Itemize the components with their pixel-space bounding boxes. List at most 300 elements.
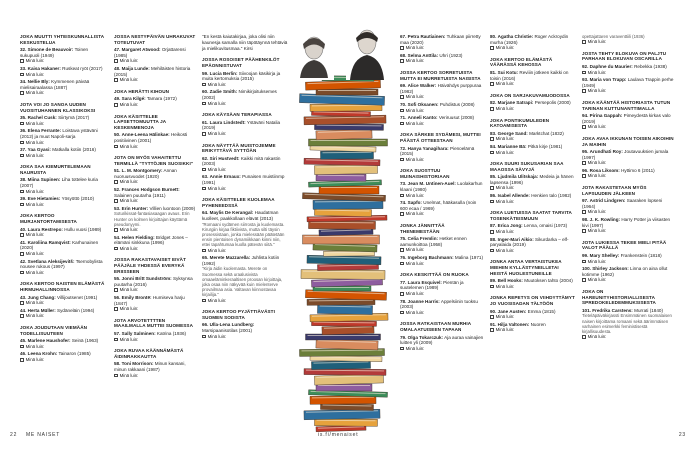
author-name: Isabel Allende:: [497, 193, 530, 199]
read-checkbox-row[interactable]: [490, 314, 576, 320]
read-checkbox[interactable]: [114, 228, 118, 232]
author-name: Anne-Leena Hälinkae:: [121, 132, 170, 138]
author-name: Marjane Satrapi:: [497, 100, 534, 106]
book-note: Soturikissat-fantasiasaagan avaus. Erin Hunter on kolmen kirjoittajan käyttämä pseudonyymi.: [114, 211, 190, 227]
read-checkbox[interactable]: [490, 230, 494, 234]
book-entry: [490, 174, 576, 191]
book-work: Henkien talo (1982): [531, 193, 572, 199]
read-checkbox[interactable]: [582, 210, 586, 214]
book-entry: [202, 255, 288, 303]
book-work: Annan nuoruusvuodet (1920): [114, 168, 177, 179]
read-checkbox-row[interactable]: [582, 259, 676, 265]
book-work: Seinä (1963): [71, 338, 99, 344]
read-checkbox[interactable]: [202, 83, 206, 87]
book-number: 90.: [490, 308, 497, 314]
read-checkbox[interactable]: [20, 203, 24, 207]
book-number: 85.: [490, 174, 497, 180]
read-checkbox-row[interactable]: [490, 81, 576, 87]
book-entry: [400, 200, 484, 217]
book-entry: [20, 128, 108, 145]
book-title-line: [202, 322, 288, 333]
book-work: Tuhkaan piirretty maa (2020): [400, 34, 481, 45]
read-label: Minä luin:: [405, 45, 425, 51]
read-checkbox[interactable]: [582, 335, 586, 339]
section: [582, 51, 676, 94]
book-title-line: [20, 128, 108, 139]
read-checkbox-row[interactable]: [202, 101, 288, 107]
author-name: Sara Kilgé:: [121, 96, 146, 102]
read-checkbox-row[interactable]: [202, 131, 288, 137]
section-heading: JONKA ANTAA VERTAISTUKEA MIEHIIN KYLLÄSTYNEILLETAI HEISTÄ HUOLESTUNEILLE: [490, 259, 562, 276]
website-url[interactable]: is.fi/menaiset: [318, 432, 359, 438]
read-label: Minä luin:: [587, 334, 607, 340]
section: [114, 89, 196, 108]
read-label: Minä luin:: [587, 209, 607, 215]
book-title-line: [400, 335, 484, 346]
read-checkbox[interactable]: [490, 249, 494, 253]
book-number: 101.: [582, 307, 591, 313]
read-checkbox-row[interactable]: [400, 121, 484, 127]
read-checkbox-row[interactable]: [582, 124, 676, 130]
book-entry: [400, 146, 484, 163]
book-number: 48.: [114, 65, 121, 71]
read-checkbox-row[interactable]: [400, 58, 484, 64]
read-checkbox[interactable]: [400, 248, 404, 252]
read-checkbox[interactable]: [114, 78, 118, 82]
book-work: Joutavuuksien jumala (1997): [582, 149, 669, 160]
book-title-line: [582, 77, 676, 88]
read-checkbox-row[interactable]: [490, 229, 576, 235]
read-checkbox[interactable]: [400, 122, 404, 126]
author-name: Elena Ferrante:: [27, 128, 62, 134]
read-checkbox-row[interactable]: [202, 334, 288, 340]
read-label: Minä luin:: [495, 198, 515, 204]
section-heading: JOKA KÄSITTELEE LAPSETTOMUUTTA JA KESKENMENOJA: [114, 113, 166, 130]
read-label: Minä luin:: [119, 372, 139, 378]
book-number: 57.: [114, 330, 121, 336]
read-checkbox[interactable]: [400, 109, 404, 113]
book-title-line: [202, 174, 288, 185]
read-checkbox[interactable]: [114, 374, 118, 378]
book-title-line: [114, 187, 196, 198]
author-name: Siri Hustvedt:: [209, 155, 240, 161]
book-title-line: [202, 120, 288, 131]
read-checkbox[interactable]: [114, 180, 118, 184]
read-checkbox[interactable]: [20, 233, 24, 237]
read-checkbox-row[interactable]: [400, 261, 484, 267]
book-work: Pientän ja suutelemen (1989): [400, 279, 464, 291]
read-checkbox[interactable]: [20, 59, 24, 63]
read-label: Minä luin:: [119, 179, 139, 185]
read-checkbox-row[interactable]: [582, 70, 676, 76]
author-name: Margaret Atwood:: [121, 47, 161, 53]
read-label: Minä luin:: [119, 245, 139, 251]
section-heading: JOKA KERTOO MURJANTORTAMISESTA: [20, 213, 77, 225]
section: [582, 34, 676, 45]
read-checkbox-row[interactable]: [490, 199, 576, 205]
read-checkbox-row[interactable]: [20, 313, 108, 319]
read-label: Minä luin:: [405, 107, 425, 113]
read-checkbox-row[interactable]: [400, 346, 484, 352]
read-checkbox[interactable]: [20, 73, 24, 77]
read-checkbox[interactable]: [582, 40, 586, 44]
read-checkbox-row[interactable]: [114, 306, 196, 312]
section: [400, 132, 484, 162]
read-checkbox-row[interactable]: [582, 277, 676, 283]
read-checkbox[interactable]: [582, 229, 586, 233]
read-checkbox[interactable]: [114, 338, 118, 342]
read-label: Minä luin:: [587, 69, 607, 75]
book-number: 81.: [490, 69, 497, 75]
read-checkbox-row[interactable]: [114, 337, 196, 343]
section-heading: JOKA KÄYSÄAN TERAPIASSA: [202, 112, 272, 118]
read-checkbox[interactable]: [400, 194, 404, 198]
read-checkbox-row[interactable]: [20, 202, 108, 208]
book-entry: [490, 100, 576, 111]
read-checkbox-row[interactable]: [20, 58, 108, 64]
author-name: Sofi Oksanen:: [407, 101, 439, 107]
read-checkbox[interactable]: [202, 132, 206, 136]
read-checkbox[interactable]: [114, 199, 118, 203]
book-number: 62.: [202, 155, 209, 161]
read-checkbox-row[interactable]: [20, 90, 108, 96]
book-entry: [20, 177, 108, 194]
book-title-line: [582, 266, 676, 277]
read-checkbox-row[interactable]: [400, 94, 484, 100]
read-checkbox-row[interactable]: [114, 373, 196, 379]
read-checkbox[interactable]: [400, 46, 404, 50]
read-checkbox[interactable]: [582, 278, 586, 282]
read-checkbox-row[interactable]: [582, 228, 676, 234]
read-checkbox[interactable]: [20, 345, 24, 349]
book-number: 44.: [20, 307, 27, 313]
column-5: [490, 34, 576, 339]
read-checkbox[interactable]: [114, 247, 118, 251]
section: [202, 57, 288, 106]
section: [490, 118, 576, 156]
read-label: Minä luin:: [25, 152, 45, 158]
book-number: 52.: [114, 187, 121, 193]
book-work: Mehiläisten historia (2015): [114, 65, 191, 77]
read-checkbox-row[interactable]: [490, 106, 576, 112]
read-label: Minä luin:: [207, 130, 227, 136]
author-name: Hilja Valtonen:: [497, 321, 530, 327]
read-checkbox-row[interactable]: [582, 173, 676, 179]
read-checkbox[interactable]: [400, 311, 404, 315]
read-checkbox[interactable]: [20, 358, 24, 362]
section-heading: JOKA LUETUISSA SAATAT TARVITA TOSENKÄTEISMUUN: [490, 210, 572, 221]
page-number-left: 22: [10, 432, 18, 438]
read-checkbox[interactable]: [400, 95, 404, 99]
read-label: Minä luin:: [25, 120, 45, 126]
book-number: 76.: [400, 255, 407, 260]
read-checkbox-row[interactable]: [20, 300, 108, 306]
author-name: Selma Anttila:: [407, 52, 439, 58]
read-checkbox[interactable]: [202, 299, 206, 303]
read-checkbox[interactable]: [400, 212, 404, 216]
read-checkbox[interactable]: [582, 125, 586, 129]
book-number: 47.: [114, 47, 121, 53]
read-checkbox[interactable]: [490, 82, 494, 86]
read-checkbox-row[interactable]: [202, 248, 288, 254]
read-checkbox[interactable]: [114, 103, 118, 107]
read-checkbox[interactable]: [114, 59, 118, 63]
read-checkbox-row[interactable]: [114, 198, 196, 204]
read-checkbox-row[interactable]: [490, 284, 576, 290]
book-work: Bridget Jones – elämäni sinkkuna (1996): [114, 234, 188, 246]
read-label: Minä luin:: [25, 300, 45, 306]
book-work: Punaisen muistiinmp (1991): [202, 174, 285, 186]
read-checkbox-row[interactable]: [114, 246, 196, 252]
book-number: 59.: [202, 70, 209, 76]
book-work: Lenna, omaisi (1973): [523, 223, 568, 229]
read-checkbox-row[interactable]: [20, 140, 108, 146]
book-entry: [400, 115, 484, 126]
read-checkbox-row[interactable]: [490, 150, 576, 156]
read-label: Minä luin:: [207, 166, 227, 172]
book-work: Hetket ennen aamunkoittoa (1958): [400, 236, 467, 247]
read-checkbox-row[interactable]: [20, 251, 108, 257]
author-name: George Sand:: [497, 130, 528, 136]
read-checkbox[interactable]: [114, 307, 118, 311]
book-work: Pitkä kirje (1981): [527, 143, 563, 149]
read-label: Minä luin:: [587, 39, 607, 45]
read-label: Minä luin:: [25, 343, 45, 349]
book-entry: [400, 255, 484, 266]
book-title-line: [490, 70, 576, 81]
read-checkbox-row[interactable]: [400, 45, 484, 51]
section: [114, 257, 196, 311]
read-label: Minä luin:: [405, 247, 425, 253]
book-work: Muutoksen tahto (2004): [524, 278, 573, 284]
read-checkbox[interactable]: [400, 347, 404, 351]
book-work: Malina (1971): [454, 255, 483, 260]
read-checkbox-row[interactable]: [114, 102, 196, 108]
read-checkbox[interactable]: [490, 186, 494, 190]
read-checkbox[interactable]: [20, 91, 24, 95]
section-heading: JOKA SUURI SUKUSARIAN SAA MAAOSSA SÄVYJÄ: [490, 161, 564, 172]
read-checkbox[interactable]: [582, 161, 586, 165]
read-checkbox[interactable]: [400, 59, 404, 63]
book-number: 34.: [20, 79, 27, 85]
author-name: Sui Kotu:: [497, 69, 519, 75]
read-checkbox-row[interactable]: [490, 136, 576, 142]
read-checkbox[interactable]: [582, 260, 586, 264]
book-work: Salainen puutarha (1911): [114, 192, 166, 198]
section: [114, 348, 196, 378]
read-checkbox[interactable]: [20, 190, 24, 194]
read-checkbox-row[interactable]: [490, 327, 576, 333]
book-number: 32.: [20, 47, 27, 53]
book-pages: [318, 385, 370, 386]
book-entry: [20, 147, 108, 158]
book-number: 86.: [490, 193, 497, 199]
read-label: Minä luin:: [119, 306, 139, 312]
read-checkbox-row[interactable]: [20, 232, 108, 238]
read-checkbox-row[interactable]: [582, 160, 676, 166]
read-checkbox[interactable]: [582, 174, 586, 178]
read-checkbox[interactable]: [202, 187, 206, 191]
read-checkbox[interactable]: [400, 292, 404, 296]
read-checkbox-row[interactable]: [20, 121, 108, 127]
read-checkbox-row[interactable]: [114, 58, 196, 64]
read-checkbox[interactable]: [20, 252, 24, 256]
book-entry: [20, 79, 108, 96]
author-name: Sapfo:: [407, 200, 422, 206]
read-checkbox[interactable]: [490, 328, 494, 332]
read-checkbox[interactable]: [20, 271, 24, 275]
read-checkbox[interactable]: [490, 285, 494, 289]
book-entry: [582, 168, 676, 179]
read-label: Minä luin:: [207, 247, 227, 253]
read-checkbox-row[interactable]: [400, 247, 484, 253]
book-number: 42.: [20, 258, 27, 264]
author-name: Rachel Cusk:: [27, 115, 57, 121]
book-title-line: [582, 149, 676, 160]
author-name: Jung Chang:: [27, 294, 56, 300]
section-heading: JOSSA NIISTYPÄIVÄN UHRAKUVAT TOTEUTUVAT: [114, 34, 196, 45]
read-checkbox[interactable]: [202, 102, 206, 106]
book-work: Marktchat (1832): [529, 130, 564, 136]
read-label: Minä luin:: [587, 228, 607, 234]
author-name: J. K. Rowling:: [589, 217, 621, 223]
book-work: Linna on aina ollut kotimme (1962): [582, 266, 668, 277]
read-checkbox-row[interactable]: [202, 186, 288, 192]
read-checkbox-row[interactable]: [20, 72, 108, 78]
section: [20, 281, 108, 319]
author-name: Erin Hunter:: [121, 205, 149, 211]
author-name: Ulla-Lena Lundberg:: [209, 322, 255, 328]
section-heading: JOKA SÄRKEE SYDÄMESI, MUTTEI PÄÄSTÄ OTTEESTAAN: [400, 132, 481, 143]
section: [582, 289, 676, 340]
book-number: 68.: [400, 52, 407, 58]
book-entry: [490, 278, 576, 289]
read-checkbox[interactable]: [20, 122, 24, 126]
section-heading: JOTA VOI JO SANOA UUDEN VUOSITUHANNEN KLASSIKOKSI: [20, 101, 96, 113]
read-checkbox-row[interactable]: [400, 108, 484, 114]
read-checkbox-row[interactable]: [582, 209, 676, 215]
book-title-line: [490, 237, 576, 248]
read-checkbox[interactable]: [490, 107, 494, 111]
author-name: Mary Shelley:: [589, 253, 620, 259]
book-number: 67.: [400, 34, 407, 39]
read-checkbox-row[interactable]: [202, 167, 288, 173]
book-title-line: [114, 168, 196, 179]
book-work: Orjattarensi (1985): [114, 47, 186, 58]
read-label: Minä luin:: [405, 192, 425, 198]
read-checkbox[interactable]: [490, 137, 494, 141]
book-entry: [490, 309, 576, 320]
read-checkbox-row[interactable]: [20, 153, 108, 159]
intro-quote: "En kestä kaiutakirjaa, joka olisi niin kaunesja samalla niin täpötäynnä tehtäviä ja mielikuvitusmaa." Kirsi: [202, 34, 288, 51]
author-name: Laura Esquivel:: [407, 279, 442, 285]
read-checkbox[interactable]: [114, 288, 118, 292]
read-checkbox-row[interactable]: [114, 287, 196, 293]
read-checkbox-row[interactable]: [490, 185, 576, 191]
book-work: Humiseva harju (1847): [114, 294, 185, 306]
book-number: 96.: [582, 167, 589, 173]
book-entry: [400, 102, 484, 113]
book-number: 60.: [202, 89, 209, 95]
read-checkbox[interactable]: [490, 315, 494, 319]
book-work: Puhdistus (2008): [439, 101, 475, 107]
read-checkbox[interactable]: [20, 301, 24, 305]
read-checkbox-row[interactable]: [582, 334, 676, 340]
book-entry: [400, 335, 484, 352]
read-checkbox[interactable]: [202, 168, 206, 172]
read-checkbox[interactable]: [400, 158, 404, 162]
read-checkbox[interactable]: [20, 314, 24, 318]
read-checkbox-row[interactable]: [400, 310, 484, 316]
read-checkbox-row[interactable]: [490, 248, 576, 254]
read-checkbox-row[interactable]: [400, 157, 484, 163]
section: [582, 136, 676, 179]
book-work: Siivoojan käsikirja ja muita kertomuksia (2015): [202, 70, 281, 82]
read-checkbox-row[interactable]: [400, 291, 484, 297]
read-label: Minä luin:: [587, 258, 607, 264]
magazine-name: ME NAISET: [25, 432, 61, 438]
read-checkbox-row[interactable]: [20, 344, 108, 350]
author-name: Miina Supinen:: [27, 177, 61, 183]
book-work: Kymmenen päivää mielisairaalassa (1887): [20, 79, 90, 90]
book-number: 75.: [400, 236, 407, 242]
book-work: Emma (1815): [527, 308, 556, 314]
column-6: [582, 34, 676, 346]
author-name: Celia Fremlin:: [407, 236, 439, 242]
book-entry: [582, 77, 676, 94]
read-checkbox-row[interactable]: [582, 39, 676, 45]
read-checkbox-row[interactable]: [114, 227, 196, 233]
section-heading: JOSSA RATKAISTAAN MURHIA OMALAATUISEEN TAPAAN: [400, 321, 472, 332]
read-checkbox-row[interactable]: [400, 193, 484, 199]
read-label: Minä luin:: [587, 124, 607, 130]
book-work: Aja auraa vainajien luitten yli (2009): [400, 334, 484, 346]
book-entry: [114, 187, 196, 204]
book-pages: [318, 90, 376, 91]
read-checkbox-row[interactable]: [20, 357, 108, 363]
book-entry: [490, 131, 576, 142]
read-checkbox[interactable]: [20, 154, 24, 158]
read-checkbox-row[interactable]: [114, 144, 196, 150]
read-checkbox[interactable]: [490, 200, 494, 204]
read-checkbox[interactable]: [202, 335, 206, 339]
read-checkbox[interactable]: [400, 262, 404, 266]
read-checkbox[interactable]: [582, 89, 586, 93]
book-number: 69.: [400, 83, 407, 89]
read-checkbox-row[interactable]: [202, 82, 288, 88]
read-checkbox[interactable]: [490, 46, 494, 50]
read-checkbox[interactable]: [490, 151, 494, 155]
read-checkbox-row[interactable]: [582, 88, 676, 94]
read-checkbox[interactable]: [20, 141, 24, 145]
read-label: Minä luin:: [405, 156, 425, 162]
read-checkbox[interactable]: [114, 145, 118, 149]
read-checkbox-row[interactable]: [20, 189, 108, 195]
section: [490, 57, 576, 87]
read-checkbox-row[interactable]: [114, 179, 196, 185]
read-label: Minä luin:: [25, 90, 45, 96]
read-checkbox[interactable]: [582, 71, 586, 75]
section-heading: JOKA PONTIKUMULEDEN KATOAMISESTA: [490, 117, 550, 129]
read-checkbox-row[interactable]: [490, 45, 576, 51]
book-pages: [315, 287, 369, 288]
read-checkbox-row[interactable]: [400, 211, 484, 217]
read-checkbox-row[interactable]: [20, 270, 108, 276]
read-label: Minä luin:: [495, 247, 515, 253]
read-checkbox[interactable]: [202, 249, 206, 253]
read-checkbox-row[interactable]: [114, 77, 196, 83]
read-checkbox-row[interactable]: [202, 298, 288, 304]
